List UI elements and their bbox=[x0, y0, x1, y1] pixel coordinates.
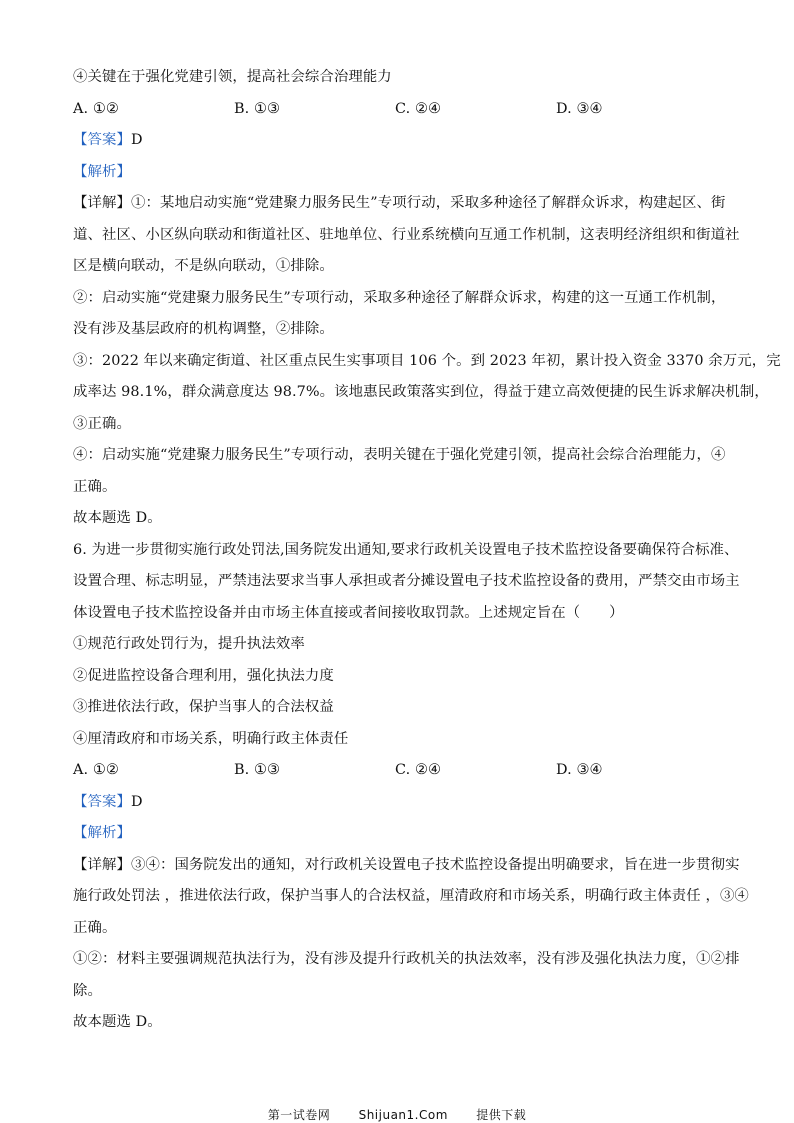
footer-slogan: 提供下载 bbox=[476, 1108, 527, 1122]
q5-detail-line: ③：2022 年以来确定街道、社区重点民生实事项目 106 个。到 2023 年初，累计投入资金 3370 余万元，完 bbox=[73, 352, 781, 369]
q5-detail-line: 没有涉及基层政府的机构调整，②排除。 bbox=[73, 321, 334, 337]
q6-choices bbox=[73, 755, 727, 787]
q6-option-4: ④厘清政府和市场关系，明确行政主体责任 bbox=[73, 730, 349, 747]
q6-detail-line: 正确。 bbox=[73, 919, 117, 936]
q6-option-3: ③推进依法行政，保护当事人的合法权益 bbox=[73, 699, 334, 715]
q5-choice-a: A. ①② bbox=[73, 100, 119, 117]
q5-choice-b: B. ①③ bbox=[234, 100, 281, 117]
q5-conclusion: 故本题选 D。 bbox=[73, 510, 162, 526]
q6-answer bbox=[73, 787, 727, 819]
q6-conclusion: 故本题选 D。 bbox=[73, 1014, 162, 1030]
q6-detail-line bbox=[73, 850, 740, 882]
q6-choice-c: C. ②④ bbox=[395, 762, 441, 778]
q6-detail-tag: 【详解】 bbox=[73, 856, 131, 873]
q5-answer-value: D bbox=[130, 132, 143, 148]
q5-analysis-tag: 【解析】 bbox=[73, 163, 131, 180]
q5-answer-tag: 【答案】 bbox=[73, 132, 131, 148]
q5-detail-line: ②：启动实施“党建聚力服务民生”专项行动，采取多种途径了解群众诉求，构建的这一互通工作机制， bbox=[73, 289, 726, 306]
q5-detail-line: 道、社区、小区纵向联动和街道社区、驻地单位、行业系统横向互通工作机制，这表明经济组织和街道社 bbox=[73, 226, 740, 243]
q6-detail-line: ①②：材料主要强调规范执法行为，没有涉及提升行政机关的执法效率，没有涉及强化执法力度，①②排 bbox=[73, 951, 740, 967]
q6-option-2: ②促进监控设备合理利用，强化执法力度 bbox=[73, 667, 334, 684]
q5-detail-line: ③正确。 bbox=[73, 415, 131, 432]
q5-detail-line bbox=[73, 188, 727, 220]
q5-detail-line: 区是横向联动，不是纵向联动，①排除。 bbox=[73, 258, 334, 274]
q6-answer-tag: 【答案】 bbox=[73, 793, 131, 810]
q6-detail-line: 除。 bbox=[73, 982, 102, 999]
q6-choice-b: B. ①③ bbox=[234, 762, 281, 778]
q6-detail-line: 施行政处罚法 ，推进依法行政，保护当事人的合法权益，厘清政府和市场关系，明确行政主体责任 ，③④ bbox=[73, 888, 749, 904]
q6-stem-line: 6. 为进一步贯彻实施行政处罚法,国务院发出通知,要求行政机关设置电子技术监控设备要确保符合标准、 bbox=[73, 541, 739, 558]
q5-option-4: ④关键在于强化党建引领，提高社会综合治理能力 bbox=[73, 69, 392, 85]
q5-choice-d: D. ③④ bbox=[556, 100, 603, 117]
q6-choice-d: D. ③④ bbox=[556, 762, 603, 778]
q5-detail-line: 成率达 98.1%，群众满意度达 98.7%。该地惠民政策落实到位，得益于建立高效便捷的民生诉求解决机制， bbox=[73, 384, 769, 400]
footer-site-name: 第一试卷网 bbox=[267, 1108, 331, 1122]
q5-detail-text: ①：某地启动实施“党建聚力服务民生”专项行动，采取多种途径了解群众诉求，构建起区、街 bbox=[130, 195, 726, 211]
q5-choice-c: C. ②④ bbox=[395, 100, 441, 117]
q5-detail-line: ④：启动实施“党建聚力服务民生”专项行动，表明关键在于强化党建引领，提高社会综合治理能力，④ bbox=[73, 447, 726, 463]
q5-choices bbox=[73, 94, 727, 126]
footer-site-url[interactable]: Shijuan1.Com bbox=[358, 1108, 448, 1122]
q6-analysis-tag: 【解析】 bbox=[73, 825, 131, 841]
q6-choice-a: A. ①② bbox=[73, 762, 119, 778]
q5-detail-tag: 【详解】 bbox=[73, 195, 131, 211]
q6-stem-line: 体设置电子技术监控设备并由市场主体直接或者间接收取罚款。上述规定旨在（ ） bbox=[73, 604, 624, 621]
q5-detail-line: 正确。 bbox=[73, 478, 117, 495]
q6-answer-value: D bbox=[130, 793, 143, 810]
page-footer bbox=[0, 1106, 794, 1123]
document-page bbox=[73, 62, 781, 1039]
q6-detail-text: ③④：国务院发出的通知，对行政机关设置电子技术监控设备提出明确要求，旨在进一步贯彻实 bbox=[130, 856, 740, 873]
q6-stem-line: 设置合理、标志明显，严禁违法要求当事人承担或者分摊设置电子技术监控设备的费用，严禁交由市场主 bbox=[73, 573, 740, 589]
q6-option-1: ①规范行政处罚行为，提升执法效率 bbox=[73, 636, 305, 652]
q5-answer bbox=[73, 125, 727, 157]
